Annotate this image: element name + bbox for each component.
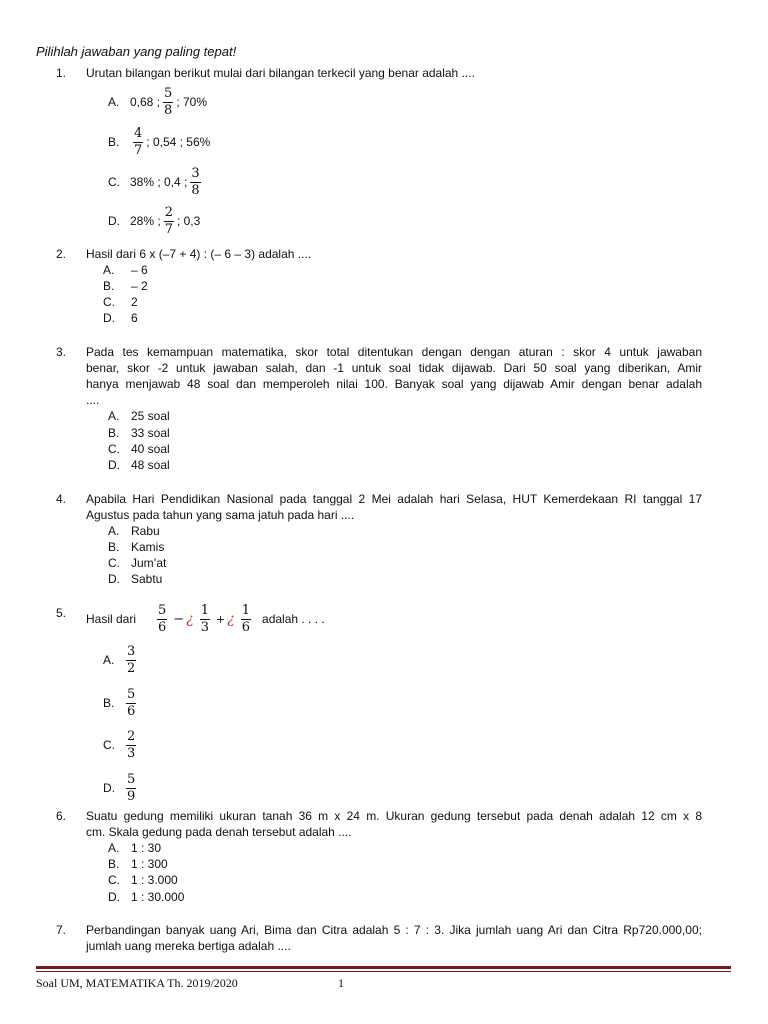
q6-text-line1: Suatu gedung memiliki ukuran tanah 36 m x 24 m. Ukuran gedung tersebut pada denah adalah 12 cm x 8	[86, 809, 702, 823]
q5-option-d[interactable]: D. $\frac{5}{9}$	[103, 772, 136, 804]
q3-text-line2: benar, skor -2 untuk jawaban salah, dan -1 untuk soal tidak dijawab. Dari 50 soal yang diberikan, Amir	[86, 361, 702, 375]
q1-option-c[interactable]	[108, 167, 204, 197]
fraction: $\frac{2}{3}$	[127, 729, 136, 761]
q1-option-a[interactable]	[108, 87, 207, 117]
fraction: $\frac{2}{7}$	[164, 205, 173, 237]
q5-expression	[86, 604, 325, 634]
q3-number: 3.	[56, 345, 67, 359]
fraction: $\frac{3}{2}$	[127, 644, 136, 676]
option-label: D.	[108, 214, 120, 229]
q6-option-c[interactable]: C. 1 : 3.000	[108, 873, 178, 887]
option-label: C.	[108, 175, 120, 190]
q7-text-line1: Perbandingan banyak uang Ari, Bima dan Citra adalah 5 : 7 : 3. Jika jumlah uang Ari dan Citra Rp720.000,00;	[86, 923, 702, 937]
q3-text-line4: ....	[86, 393, 100, 407]
option-text: ; 0,3	[176, 214, 201, 229]
q3-option-b[interactable]: B. 33 soal	[108, 426, 170, 440]
fraction: $\frac{5}{6}$	[158, 603, 167, 635]
q3-option-d[interactable]: D. 48 soal	[108, 458, 170, 472]
q3-option-a[interactable]: A. 25 soal	[108, 409, 170, 423]
q4-number: 4.	[56, 492, 67, 506]
q2-option-b[interactable]: B. – 2	[103, 279, 148, 293]
q2-option-d[interactable]: D. 6	[103, 311, 138, 325]
q7-text-line2: jumlah uang mereka bertiga adalah ....	[86, 939, 291, 953]
q5-option-b[interactable]: B. $\frac{5}{6}$	[103, 687, 136, 719]
q5-text: Hasil dari	[86, 612, 137, 627]
q4-option-a[interactable]: A. Rabu	[108, 524, 160, 538]
q6-option-b[interactable]: B. 1 : 300	[108, 857, 168, 871]
fraction: $\frac{5}{6}$	[127, 687, 136, 719]
q5-text: adalah . . . .	[262, 612, 325, 627]
q1-text: Urutan bilangan berikut mulai dari bilangan terkecil yang benar adalah ....	[86, 66, 475, 80]
fraction: $\frac{4}{7}$	[134, 126, 143, 158]
option-text: 38% ; 0,4 ;	[130, 175, 188, 190]
fraction: $\frac{5}{9}$	[127, 772, 136, 804]
q2-number: 2.	[56, 247, 67, 261]
glyph-mark: ¿	[186, 611, 194, 628]
minus-sign: −	[173, 611, 185, 627]
instruction: Pilihlah jawaban yang paling tepat!	[36, 44, 237, 59]
plus-sign: +	[216, 612, 226, 626]
q4-text-line1: Apabila Hari Pendidikan Nasional pada tanggal 2 Mei adalah hari Selasa, HUT Kemerdekaan RI tanggal 17	[86, 492, 702, 506]
option-text: ; 0,54 ; 56%	[146, 135, 211, 150]
q3-option-c[interactable]: C. 40 soal	[108, 442, 170, 456]
page-number: 1	[338, 976, 344, 990]
q3-text-line1: Pada tes kemampuan matematika, skor total ditentukan dengan dengan aturan : skor 4 untuk jawaban	[86, 345, 702, 359]
fraction: $\frac{5}{8}$	[164, 86, 173, 118]
q7-number: 7.	[56, 923, 67, 937]
q4-option-d[interactable]: D. Sabtu	[108, 572, 163, 586]
q6-number: 6.	[56, 809, 67, 823]
q3-text-line3: hanya menjawab 48 soal dan memperoleh nilai 100. Banyak soal yang dijawab Amir dengan benar adalah	[86, 377, 702, 391]
q5-option-a[interactable]: A. $\frac{3}{2}$	[103, 644, 136, 676]
q1-number: 1.	[56, 66, 67, 80]
option-label: A.	[108, 95, 120, 110]
footer-rule-thin	[36, 971, 731, 972]
q6-text-line2: cm. Skala gedung pada denah tersebut adalah ....	[86, 825, 352, 839]
fraction: $\frac{1}{3}$	[200, 603, 209, 635]
glyph-mark: ¿	[227, 611, 235, 628]
q4-option-c[interactable]: C. Jum’at	[108, 556, 167, 570]
option-text: ; 70%	[176, 95, 207, 110]
q4-text-line2: Agustus pada tahun yang sama jatuh pada hari ....	[86, 508, 355, 522]
footer-rule-thick	[36, 966, 731, 969]
q1-option-b[interactable]	[108, 127, 210, 157]
q5-number: 5.	[56, 606, 67, 620]
q5-option-c[interactable]: C. $\frac{2}{3}$	[103, 729, 136, 761]
fraction: $\frac{1}{6}$	[241, 603, 251, 635]
fraction: $\frac{3}{8}$	[191, 166, 200, 198]
q6-option-a[interactable]: A. 1 : 30	[108, 841, 162, 855]
q2-option-c[interactable]: C. 2	[103, 295, 138, 309]
q2-text: Hasil dari 6 x (–7 + 4) : (– 6 – 3) adalah ....	[86, 247, 312, 261]
q4-option-b[interactable]: B. Kamis	[108, 540, 165, 554]
q6-option-d[interactable]: D. 1 : 30.000	[108, 890, 185, 904]
q2-option-a[interactable]: A. – 6	[103, 263, 148, 277]
option-text: 28% ;	[130, 214, 161, 229]
footer-title: Soal UM, MATEMATIKA Th. 2019/2020	[36, 976, 238, 990]
option-text: 0,68 ;	[130, 95, 161, 110]
q1-option-d[interactable]	[108, 206, 200, 236]
option-label: B.	[108, 135, 120, 150]
